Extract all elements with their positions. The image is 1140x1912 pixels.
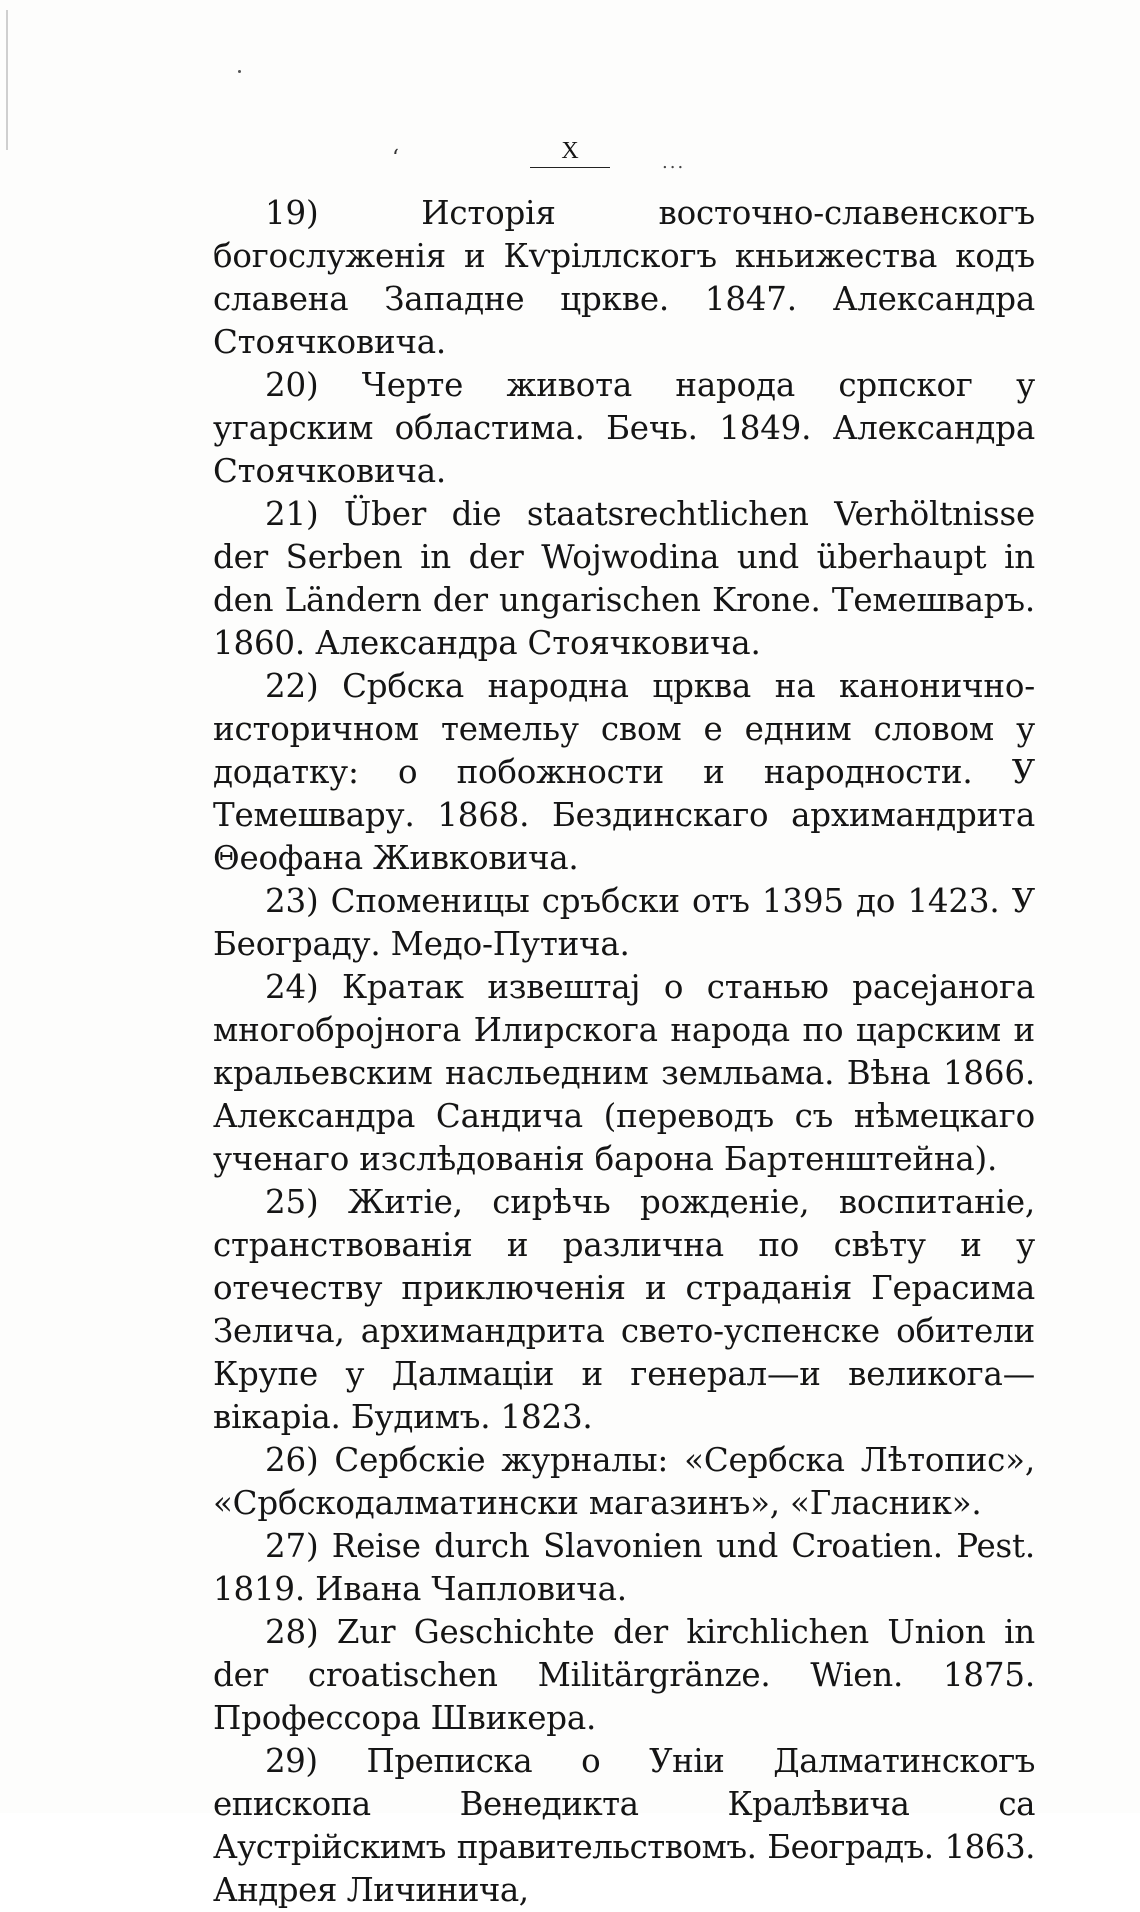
bibliography-entry-21: 21) Über die staatsrechtlichen Verhöltnisse der Serben in der Wojwodina und überhaupt in den Ländern der ungarischen Krone. Темешваръ. 1860. Александра Стоячковича. xyxy=(213,495,1035,662)
bibliography-entry-25: 25) Житіе, сирѣчь рожденіе, воспитаніе, странствованія и различна по свѣту и у отечеству приключенія и страданія Герасима Зелича, архимандрита свето-успенске обители Крупе у Далмаціи и генерал—и великога—вікаріа. Будимъ. 1823. xyxy=(213,1183,1035,1436)
header-dots: ... xyxy=(662,152,686,173)
bibliography-entry-27: 27) Reise durch Slavonien und Croatien. Pest. 1819. Ивана Чапловича. xyxy=(213,1527,1035,1608)
bibliography-entry-19: 19) Исторія восточно-славенскогъ богослуженія и Кѵріллскогъ кньижества кодъ славена Западне цркве. 1847. Александра Стоячковича. xyxy=(213,194,1035,361)
bibliography-entry-23: 23) Споменицы сръбски отъ 1395 до 1423. У Београду. Медо-Путича. xyxy=(213,882,1035,963)
bibliography-entry-22: 22) Србска народна црква на канонично-историчном темельу свом е едним словом у додатку: о побожности и народности. У Темешвару. 1868. Бездинскаго архимандрита Θеофана Живковича. xyxy=(213,667,1035,877)
page-body xyxy=(213,192,1035,1912)
speck xyxy=(238,70,241,73)
bibliography-entry-26: 26) Сербскіе журналы: «Сербска Лѣтопис», «Србскодалматински магазинъ», «Гласник». xyxy=(213,1441,1035,1522)
header-mark: ‘ xyxy=(392,146,399,171)
bibliography-entry-20: 20) Черте живота народа српског у угарским областима. Бечь. 1849. Александра Стоячковича. xyxy=(213,366,1035,490)
page-header xyxy=(0,138,1140,168)
bibliography-entry-28: 28) Zur Geschichte der kirchlichen Union in der croatischen Militärgränze. Wien. 1875. Профессора Швикера. xyxy=(213,1613,1035,1737)
bibliography-entry-29: 29) Преписка о Уніи Далматинскогъ епископа Венедикта Кралѣвича са Аустрійскимъ правительствомъ. Београдъ. 1863. Андрея Личинича, xyxy=(213,1742,1035,1909)
page-number: X xyxy=(530,138,610,168)
page-edge-mark xyxy=(6,10,8,150)
bibliography-entry-24: 24) Кратак извештај о станью расејанога многобројнога Илирскога народа по царским и кральевским насльедним земльама. Вѣна 1866. Александра Сандича (переводъ съ нѣмецкаго ученаго изслѣдованія барона Бартенштейна). xyxy=(213,968,1035,1178)
